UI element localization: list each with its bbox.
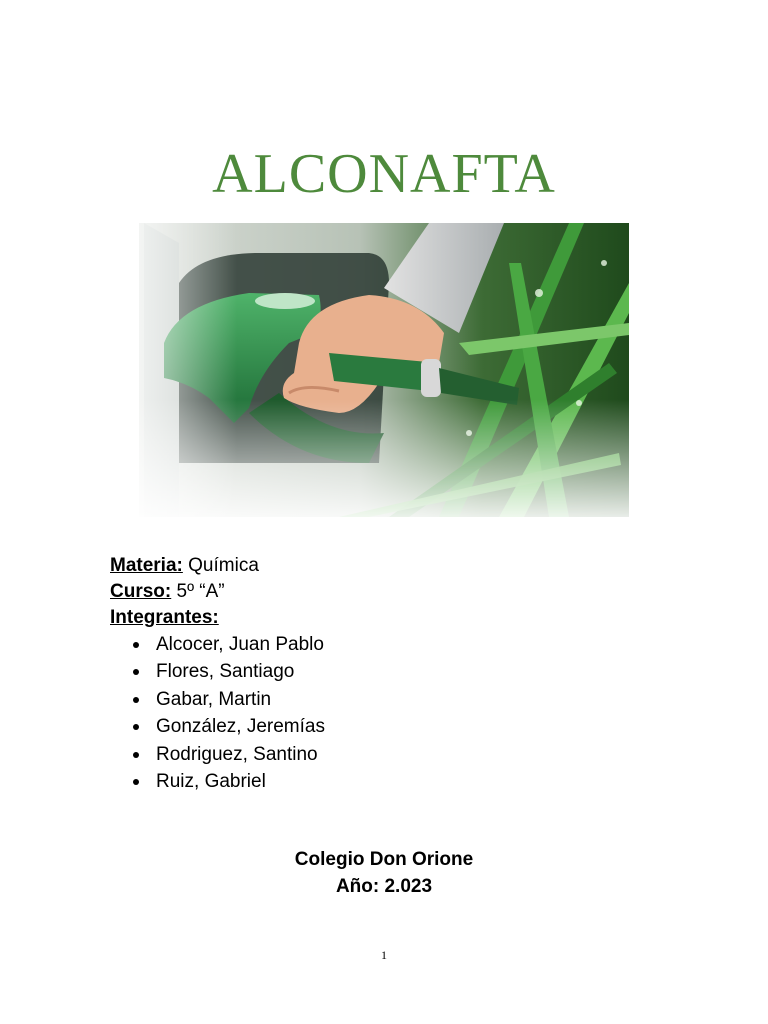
list-item: Gabar, Martin	[131, 686, 325, 713]
course-info	[110, 553, 259, 631]
list-item: Alcocer, Juan Pablo	[131, 631, 325, 658]
school-name: Colegio Don Orione	[294, 849, 474, 870]
list-item: Ruiz, Gabriel	[131, 768, 325, 795]
subject-value: Química	[188, 555, 259, 576]
course-label: Curso:	[110, 581, 172, 602]
document-title: ALCONAFTA	[212, 143, 556, 205]
cover-photo	[139, 223, 629, 517]
course-value: 5º “A”	[176, 581, 225, 602]
members-list	[131, 631, 325, 795]
course-row	[110, 579, 259, 605]
footer	[0, 846, 768, 900]
list-item: González, Jeremías	[131, 713, 325, 740]
members-label: Integrantes:	[110, 607, 219, 628]
school-year: Año: 2.023	[335, 876, 433, 897]
page-number: 1	[381, 948, 387, 962]
list-item: Flores, Santiago	[131, 658, 325, 685]
subject-row	[110, 553, 259, 579]
list-item: Rodriguez, Santino	[131, 741, 325, 768]
subject-label: Materia:	[110, 555, 183, 576]
members-heading-row	[110, 605, 259, 631]
